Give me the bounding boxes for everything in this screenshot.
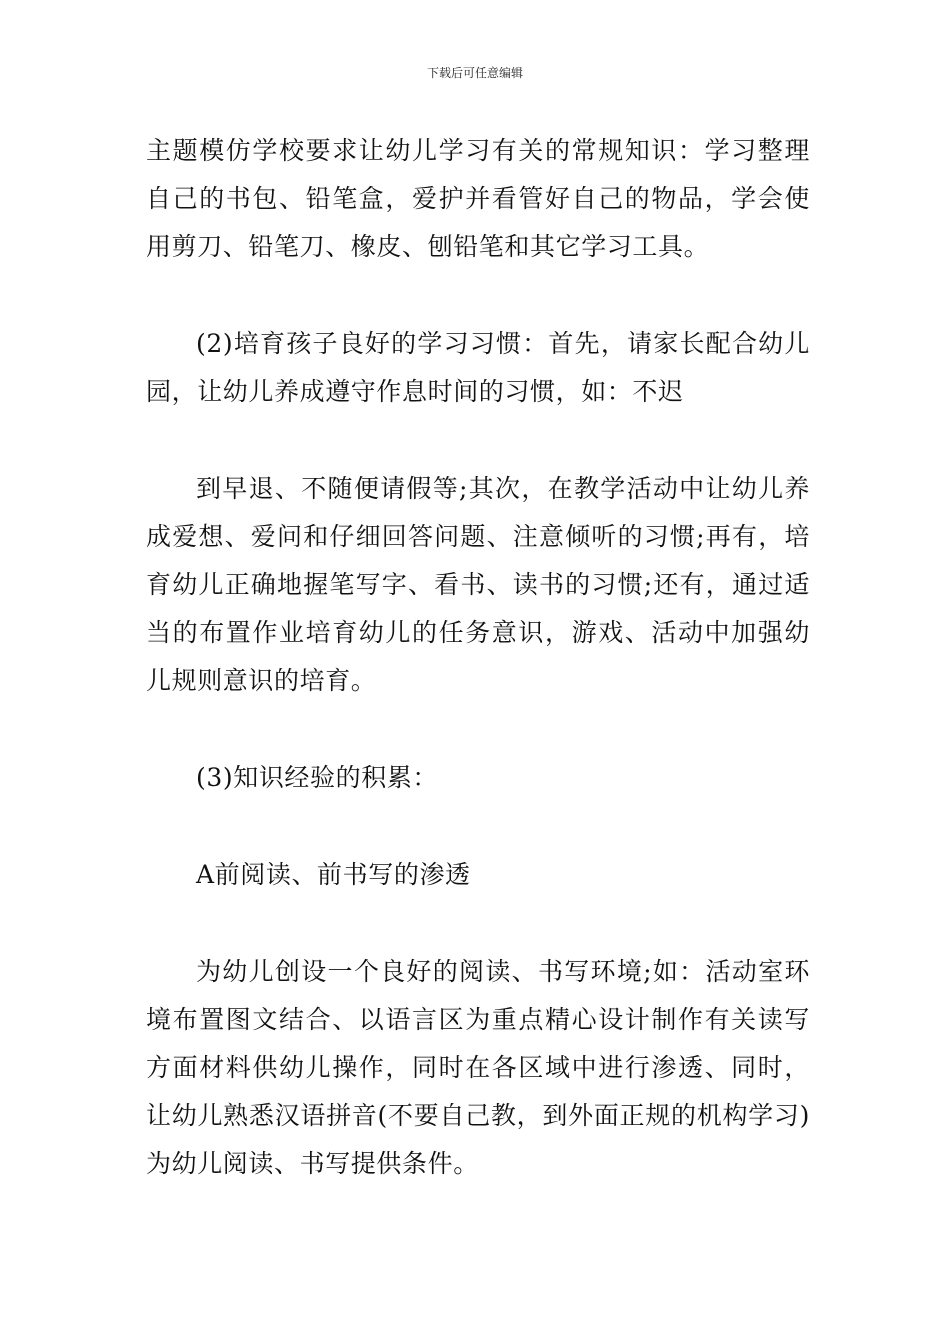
- page-header: 下载后可任意编辑: [426, 66, 523, 80]
- paragraph-2: (2)培育孩子良好的学习习惯：首先，请家长配合幼儿园，让幼儿养成遵守作息时间的习惯，如：不迟: [146, 329, 810, 406]
- paragraph-5: A前阅读、前书写的渗透: [196, 860, 471, 889]
- document-body: [146, 127, 810, 1188]
- paragraph-6: 为幼儿创设一个良好的阅读、书写环境;如：活动室环境布置图文结合、以语言区为重点精心设计制作有关读写方面材料供幼儿操作，同时在各区域中进行渗透、同时，让幼儿熟悉汉语拼音(不要自己教，到外面正规的机构学习)为幼儿阅读、书写提供条件。: [146, 957, 810, 1178]
- paragraph-1: 主题模仿学校要求让幼儿学习有关的常规知识：学习整理自己的书包、铅笔盒，爱护并看管好自己的物品，学会使用剪刀、铅笔刀、橡皮、刨铅笔和其它学习工具。: [146, 136, 810, 261]
- paragraph-3: 到早退、不随便请假等;其次，在教学活动中让幼儿养成爱想、爱问和仔细回答问题、注意倾听的习惯;再有，培育幼儿正确地握笔写字、看书、读书的习惯;还有，通过适当的布置作业培育幼儿的任务意识，游戏、活动中加强幼儿规则意识的培育。: [146, 474, 810, 695]
- paragraph-4: (3)知识经验的积累：: [196, 763, 439, 792]
